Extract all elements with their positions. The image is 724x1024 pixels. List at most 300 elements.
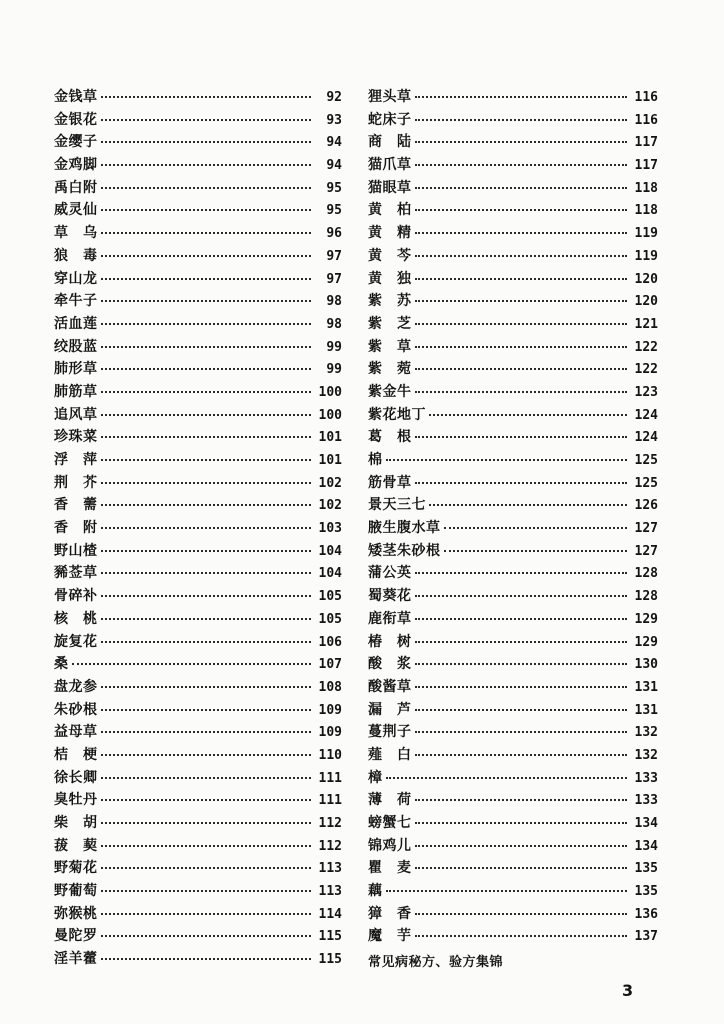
toc-entry	[54, 268, 342, 291]
entry-page: 96	[326, 226, 342, 242]
entry-name: 猫眼草	[368, 179, 412, 196]
toc-entry	[368, 540, 658, 563]
dot-leader	[415, 799, 628, 801]
entry-name: 香 附	[54, 520, 98, 537]
toc-entry	[368, 721, 658, 744]
entry-page: 112	[318, 816, 342, 831]
entry-page: 97	[326, 271, 342, 287]
dot-leader	[101, 867, 312, 869]
entry-page: 132	[634, 725, 658, 741]
dot-leader	[101, 391, 312, 393]
dot-leader	[415, 300, 628, 302]
dot-leader	[101, 618, 312, 620]
entry-name: 魔 芋	[368, 928, 412, 945]
dot-leader	[415, 255, 628, 257]
toc-entry	[368, 290, 658, 313]
entry-page: 102	[318, 498, 342, 514]
dot-leader	[415, 164, 628, 166]
toc-entry	[54, 608, 342, 631]
entry-page: 127	[634, 543, 658, 559]
toc-entry	[54, 857, 342, 880]
entry-name: 藕	[368, 883, 383, 900]
entry-name: 豨莶草	[54, 565, 98, 582]
entry-name: 金钱草	[54, 89, 98, 105]
entry-page: 126	[634, 498, 658, 514]
entry-name: 草 乌	[54, 225, 98, 242]
entry-page: 129	[634, 611, 658, 627]
dot-leader	[101, 890, 312, 892]
dot-leader	[101, 527, 312, 529]
dot-leader	[101, 119, 312, 121]
toc-entry	[54, 336, 342, 359]
entry-page: 113	[318, 884, 342, 900]
entry-name: 肺筋草	[54, 383, 98, 400]
entry-page: 134	[634, 816, 658, 831]
entry-name: 葛 根	[368, 429, 412, 446]
entry-page: 111	[318, 793, 342, 809]
entry-name: 盘龙参	[54, 678, 98, 695]
toc-entry	[368, 608, 658, 631]
dot-leader	[415, 731, 628, 733]
entry-name: 骨碎补	[54, 588, 98, 605]
toc-entry	[54, 880, 342, 903]
entry-name: 紫 草	[368, 338, 412, 355]
entry-page: 121	[634, 316, 658, 332]
dot-leader	[415, 187, 628, 189]
toc-entry	[368, 313, 658, 336]
entry-page: 133	[634, 793, 658, 809]
entry-name: 酸 浆	[368, 656, 412, 673]
entry-page: 135	[634, 884, 658, 900]
dot-leader	[444, 550, 628, 552]
entry-page: 111	[318, 770, 342, 786]
dot-leader	[415, 572, 628, 574]
entry-name: 野山楂	[54, 542, 98, 559]
toc-entry	[368, 131, 658, 154]
dot-leader	[415, 141, 628, 143]
dot-leader	[101, 414, 312, 416]
entry-name: 锦鸡儿	[368, 837, 412, 854]
entry-name: 紫花地丁	[368, 406, 426, 423]
entry-name: 浮 萍	[54, 452, 98, 468]
toc-entry	[54, 358, 342, 381]
toc-entry	[368, 245, 658, 268]
toc-entry	[54, 494, 342, 517]
toc-entry	[54, 699, 342, 722]
dot-leader	[101, 323, 312, 325]
entry-page: 136	[634, 906, 658, 922]
toc-entry	[54, 653, 342, 676]
entry-page: 101	[318, 453, 342, 468]
entry-name: 旋复花	[54, 633, 98, 650]
dot-leader	[101, 141, 312, 143]
dot-leader	[101, 482, 312, 484]
entry-page: 93	[326, 112, 342, 128]
entry-name: 蜀葵花	[368, 588, 412, 605]
dot-leader	[415, 391, 628, 393]
entry-name: 弥猴桃	[54, 905, 98, 922]
entry-name: 菝 葜	[54, 837, 98, 854]
dot-leader	[415, 686, 628, 688]
entry-page: 120	[634, 294, 658, 310]
entry-name: 漏 芦	[368, 701, 412, 718]
dot-leader	[415, 209, 628, 211]
toc-entry	[54, 404, 342, 427]
entry-page: 123	[634, 384, 658, 400]
entry-page: 131	[634, 702, 658, 718]
entry-page: 95	[326, 203, 342, 219]
entry-page: 131	[634, 679, 658, 695]
toc-entry	[54, 449, 342, 472]
entry-page: 99	[326, 339, 342, 355]
entry-name: 商 陆	[368, 134, 412, 151]
entry-name: 绞股蓝	[54, 338, 98, 355]
entry-name: 矮茎朱砂根	[368, 542, 441, 559]
entry-name: 瞿 麦	[368, 860, 412, 877]
dot-leader	[101, 777, 312, 779]
entry-name: 徐长卿	[54, 769, 98, 786]
entry-page: 130	[634, 657, 658, 673]
toc-entry	[368, 699, 658, 722]
dot-leader	[415, 436, 628, 438]
entry-name: 蒲公英	[368, 565, 412, 582]
entry-page: 122	[634, 362, 658, 378]
entry-page: 94	[326, 135, 342, 151]
dot-leader	[101, 686, 312, 688]
toc-entry	[368, 381, 658, 404]
entry-page: 125	[634, 475, 658, 491]
entry-page: 128	[634, 566, 658, 582]
entry-name: 紫 苏	[368, 293, 412, 310]
dot-leader	[415, 935, 628, 937]
toc-entry	[368, 585, 658, 608]
dot-leader	[429, 504, 627, 506]
entry-page: 97	[326, 248, 342, 264]
dot-leader	[415, 346, 628, 348]
dot-leader	[101, 368, 312, 370]
entry-name: 猫爪草	[368, 157, 412, 174]
entry-name: 威灵仙	[54, 202, 98, 219]
entry-page: 102	[318, 475, 342, 491]
dot-leader	[101, 255, 312, 257]
entry-page: 115	[318, 929, 342, 945]
toc-entry	[54, 154, 342, 177]
dot-leader	[101, 346, 312, 348]
entry-page: 124	[634, 430, 658, 446]
dot-leader	[415, 641, 628, 643]
entry-name: 薄 荷	[368, 792, 412, 809]
entry-page: 113	[318, 861, 342, 877]
entry-page: 105	[318, 611, 342, 627]
entry-name: 野菊花	[54, 860, 98, 877]
toc-left-column	[54, 86, 342, 971]
dot-leader	[72, 663, 312, 665]
toc-entry	[368, 86, 658, 109]
dot-leader	[101, 550, 312, 552]
entry-page: 95	[326, 180, 342, 196]
entry-page: 99	[326, 362, 342, 378]
toc-entry	[54, 540, 342, 563]
toc-entry	[368, 925, 658, 948]
dot-leader	[415, 822, 628, 824]
entry-page: 118	[634, 203, 658, 219]
toc-entry	[368, 426, 658, 449]
entry-page: 120	[634, 271, 658, 287]
entry-page: 98	[326, 294, 342, 310]
entry-name: 蛇床子	[368, 111, 412, 128]
entry-name: 狼 毒	[54, 247, 98, 264]
entry-name: 黄 精	[368, 225, 412, 242]
toc-entry	[54, 177, 342, 200]
dot-leader	[415, 663, 628, 665]
dot-leader	[101, 300, 312, 302]
dot-leader	[415, 709, 628, 711]
toc-entry	[368, 449, 658, 472]
entry-page: 94	[326, 158, 342, 174]
entry-name: 棉	[368, 452, 383, 468]
entry-name: 黄 柏	[368, 202, 412, 219]
dot-leader	[101, 164, 312, 166]
toc-entry	[54, 562, 342, 585]
dot-leader	[101, 232, 312, 234]
entry-page: 125	[634, 453, 658, 468]
entry-page: 117	[634, 135, 658, 151]
entry-page: 104	[318, 566, 342, 582]
entry-page: 135	[634, 861, 658, 877]
dot-leader	[101, 572, 312, 574]
dot-leader	[415, 867, 628, 869]
entry-page: 132	[634, 747, 658, 763]
toc-entry	[368, 767, 658, 790]
dot-leader	[415, 845, 628, 847]
entry-name: 薤 白	[368, 746, 412, 763]
entry-page: 115	[318, 952, 342, 968]
toc-entry	[368, 631, 658, 654]
entry-name: 紫 菀	[368, 361, 412, 378]
dot-leader	[415, 368, 628, 370]
toc-entry	[368, 744, 658, 767]
toc-entry	[54, 585, 342, 608]
entry-page: 108	[318, 679, 342, 695]
toc-entry	[54, 789, 342, 812]
toc-entry	[54, 472, 342, 495]
entry-name: 腋生腹水草	[368, 520, 441, 537]
toc-entry	[368, 177, 658, 200]
dot-leader	[444, 527, 628, 529]
entry-name: 筋骨草	[368, 474, 412, 491]
toc-entry	[54, 744, 342, 767]
toc-entry	[368, 903, 658, 926]
toc-entry	[368, 336, 658, 359]
entry-name: 柴 胡	[54, 815, 98, 831]
dot-leader	[101, 187, 312, 189]
dot-leader	[415, 595, 628, 597]
dot-leader	[101, 958, 312, 960]
dot-leader	[415, 754, 628, 756]
dot-leader	[386, 459, 628, 461]
dot-leader	[415, 232, 628, 234]
entry-page: 100	[318, 407, 342, 423]
entry-name: 禹白附	[54, 179, 98, 196]
entry-page: 133	[634, 770, 658, 786]
entry-name: 追风草	[54, 406, 98, 423]
toc-entry	[368, 880, 658, 903]
toc-entry	[54, 767, 342, 790]
entry-name: 淫羊藿	[54, 951, 98, 968]
dot-leader	[415, 618, 628, 620]
entry-name: 荆 芥	[54, 474, 98, 491]
entry-page: 104	[318, 543, 342, 559]
toc-entry	[54, 313, 342, 336]
toc-entry	[368, 653, 658, 676]
entry-page: 100	[318, 384, 342, 400]
toc-entry	[368, 857, 658, 880]
entry-page: 116	[634, 112, 658, 128]
entry-name: 景天三七	[368, 497, 426, 514]
toc-entry	[54, 426, 342, 449]
entry-name: 紫 芝	[368, 315, 412, 332]
toc-right-column	[368, 86, 658, 948]
entry-page: 119	[634, 248, 658, 264]
entry-name: 椿 树	[368, 633, 412, 650]
entry-name: 樟	[368, 769, 383, 786]
entry-page: 105	[318, 589, 342, 605]
dot-leader	[101, 822, 312, 824]
toc-entry	[54, 631, 342, 654]
dot-leader	[101, 754, 312, 756]
toc-entry	[54, 812, 342, 835]
entry-name: 螃蟹七	[368, 815, 412, 831]
toc-entry	[54, 517, 342, 540]
entry-name: 金缨子	[54, 134, 98, 151]
toc-entry	[54, 948, 342, 971]
toc-entry	[54, 222, 342, 245]
dot-leader	[101, 595, 312, 597]
toc-entry	[368, 562, 658, 585]
entry-name: 核 桃	[54, 610, 98, 627]
entry-name: 金银花	[54, 111, 98, 128]
entry-name: 香 薷	[54, 497, 98, 514]
entry-page: 98	[326, 316, 342, 332]
entry-page: 129	[634, 634, 658, 650]
entry-page: 92	[326, 90, 342, 105]
toc-entry	[54, 835, 342, 858]
toc-entry	[368, 472, 658, 495]
dot-leader	[101, 913, 312, 915]
page-number: 3	[622, 981, 634, 1000]
dot-leader	[101, 459, 312, 461]
entry-name: 穿山龙	[54, 270, 98, 287]
dot-leader	[429, 414, 627, 416]
entry-name: 肺形草	[54, 361, 98, 378]
toc-entry	[368, 812, 658, 835]
entry-name: 鹿衔草	[368, 610, 412, 627]
dot-leader	[101, 799, 312, 801]
dot-leader	[415, 323, 628, 325]
entry-page: 116	[634, 90, 658, 105]
toc-entry	[368, 789, 658, 812]
entry-name: 曼陀罗	[54, 928, 98, 945]
entry-page: 137	[634, 929, 658, 945]
entry-page: 118	[634, 180, 658, 196]
entry-name: 珍珠菜	[54, 429, 98, 446]
dot-leader	[101, 709, 312, 711]
toc-entry	[54, 86, 342, 109]
entry-page: 134	[634, 838, 658, 854]
toc-entry	[54, 199, 342, 222]
entry-name: 益母草	[54, 724, 98, 741]
entry-name: 黄 芩	[368, 247, 412, 264]
toc-entry	[368, 109, 658, 132]
toc-entry	[54, 245, 342, 268]
entry-page: 101	[318, 430, 342, 446]
toc-entry	[368, 835, 658, 858]
dot-leader	[101, 641, 312, 643]
dot-leader	[101, 731, 312, 733]
entry-page: 112	[318, 838, 342, 854]
toc-entry	[54, 109, 342, 132]
dot-leader	[101, 845, 312, 847]
toc-entry	[54, 290, 342, 313]
dot-leader	[415, 482, 628, 484]
dot-leader	[101, 504, 312, 506]
entry-page: 103	[318, 521, 342, 537]
entry-name: 臭牡丹	[54, 792, 98, 809]
entry-name: 桔 梗	[54, 746, 98, 763]
toc-entry	[54, 381, 342, 404]
entry-page: 109	[318, 702, 342, 718]
entry-name: 牵牛子	[54, 293, 98, 310]
dot-leader	[101, 278, 312, 280]
entry-page: 128	[634, 589, 658, 605]
section-heading: 常见病秘方、验方集锦	[368, 955, 504, 970]
entry-page: 110	[318, 747, 342, 763]
toc-entry	[368, 199, 658, 222]
entry-page: 119	[634, 226, 658, 242]
toc-entry	[368, 268, 658, 291]
toc-entry	[368, 517, 658, 540]
dot-leader	[386, 890, 628, 892]
entry-name: 朱砂根	[54, 701, 98, 718]
dot-leader	[101, 96, 312, 98]
entry-page: 122	[634, 339, 658, 355]
entry-name: 蔓荆子	[368, 724, 412, 741]
toc-entry	[54, 131, 342, 154]
dot-leader	[415, 913, 628, 915]
entry-page: 127	[634, 521, 658, 537]
entry-page: 114	[318, 906, 342, 922]
entry-page: 106	[318, 634, 342, 650]
toc-entry	[368, 222, 658, 245]
dot-leader	[415, 278, 628, 280]
entry-name: 狸头草	[368, 89, 412, 105]
toc-entry	[54, 676, 342, 699]
entry-page: 107	[318, 657, 342, 673]
dot-leader	[415, 96, 628, 98]
dot-leader	[101, 935, 312, 937]
toc-entry	[368, 154, 658, 177]
entry-page: 117	[634, 158, 658, 174]
entry-name: 酸酱草	[368, 678, 412, 695]
dot-leader	[101, 436, 312, 438]
entry-name: 紫金牛	[368, 383, 412, 400]
entry-name: 黄 独	[368, 270, 412, 287]
entry-name: 野葡萄	[54, 883, 98, 900]
toc-entry	[368, 358, 658, 381]
entry-name: 活血莲	[54, 315, 98, 332]
entry-page: 124	[634, 407, 658, 423]
dot-leader	[415, 119, 628, 121]
